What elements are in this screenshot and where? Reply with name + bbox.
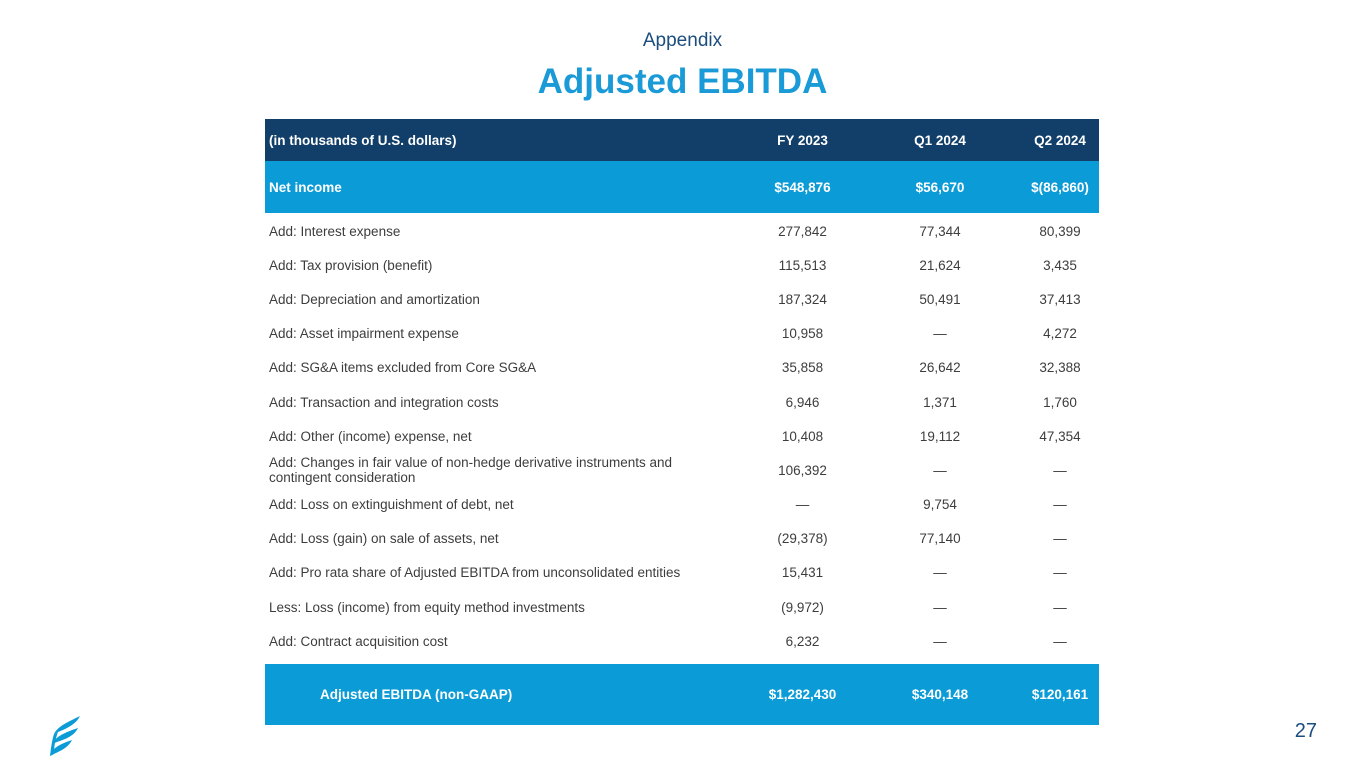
cell-q1-2024: 19,112 <box>919 428 961 444</box>
row-label: Add: Asset impairment expense <box>269 326 459 342</box>
row-label: Add: Tax provision (benefit) <box>269 257 433 273</box>
table-row <box>265 419 1099 453</box>
row-label: Add: Loss (gain) on sale of assets, net <box>269 531 499 547</box>
cell-q2-2024: 3,435 <box>1043 257 1077 273</box>
table-row <box>265 214 1099 248</box>
table-row <box>265 351 1099 385</box>
table-row <box>265 556 1099 590</box>
cell-q2-2024: — <box>1053 497 1067 513</box>
cell-fy2023: 277,842 <box>778 223 827 239</box>
cell-q2-2024: — <box>1053 565 1067 581</box>
ebitda-table <box>265 119 1099 725</box>
table-row <box>265 282 1099 316</box>
cell-q2-2024: 47,354 <box>1039 428 1081 444</box>
cell-q1-2024: 21,624 <box>919 257 961 273</box>
cell-fy2023: 15,431 <box>781 565 824 581</box>
row-label: Add: Contract acquisition cost <box>269 633 448 649</box>
cell-q2-2024: 4,272 <box>1043 326 1077 342</box>
cell-q1-2024: — <box>933 326 947 342</box>
flame-logo-icon <box>48 714 82 758</box>
page-title: Adjusted EBITDA <box>537 62 828 101</box>
cell-q1-2024: 26,642 <box>919 360 961 376</box>
header-fy2023: FY 2023 <box>777 132 828 148</box>
row-label: Add: Depreciation and amortization <box>269 291 480 307</box>
cell-q1-2024: — <box>933 599 947 615</box>
cell-q1-2024: — <box>933 462 947 478</box>
row-label: Add: Other (income) expense, net <box>269 428 472 444</box>
cell-fy2023: — <box>795 497 810 513</box>
table-row <box>265 488 1099 522</box>
cell-fy2023: 187,324 <box>778 291 827 307</box>
cell-fy2023: 35,858 <box>781 360 824 376</box>
table-row <box>265 317 1099 351</box>
row-label: Add: Interest expense <box>269 223 401 239</box>
cell-q2-2024: — <box>1053 633 1067 649</box>
table-row <box>265 522 1099 556</box>
cell-q1-2024: — <box>933 565 947 581</box>
page-number: 27 <box>1294 720 1317 742</box>
net-income-row <box>265 161 1099 213</box>
cell-q2-2024: — <box>1053 531 1067 547</box>
cell-fy2023: 115,513 <box>778 257 827 273</box>
cell-q2-2024: — <box>1053 599 1067 615</box>
cell-q2-2024: $(86,860) <box>1031 179 1089 195</box>
table-row <box>265 385 1099 419</box>
cell-fy2023: (9,972) <box>781 599 824 615</box>
cell-q2-2024: 1,760 <box>1043 394 1077 410</box>
cell-fy2023: 6,946 <box>785 394 820 410</box>
cell-fy2023: 106,392 <box>778 462 827 478</box>
cell-fy2023: (29,378) <box>777 531 828 547</box>
cell-q2-2024: 37,413 <box>1039 291 1081 307</box>
table-row <box>265 453 1099 487</box>
row-label: Net income <box>269 179 342 195</box>
cell-q1-2024: $340,148 <box>911 687 969 703</box>
cell-fy2023: 10,408 <box>781 428 824 444</box>
cell-q1-2024: 77,344 <box>919 223 961 239</box>
table-row <box>265 590 1099 624</box>
row-label: Add: Loss on extinguishment of debt, net <box>269 497 514 513</box>
cell-fy2023: $548,876 <box>774 179 831 195</box>
table-row <box>265 624 1099 658</box>
cell-q1-2024: 50,491 <box>919 291 961 307</box>
row-label: Less: Loss (income) from equity method investments <box>269 599 585 615</box>
header-units: (in thousands of U.S. dollars) <box>269 132 457 148</box>
cell-q2-2024: 32,388 <box>1039 360 1081 376</box>
adjusted-ebitda-total-row <box>265 664 1099 725</box>
row-label: Add: Pro rata share of Adjusted EBITDA from unconsolidated entities <box>269 565 681 581</box>
cell-q2-2024: 80,399 <box>1039 223 1081 239</box>
cell-q2-2024: — <box>1053 462 1067 478</box>
header-q2-2024: Q2 2024 <box>1034 132 1086 148</box>
cell-q1-2024: 77,140 <box>919 531 961 547</box>
table-header-row <box>265 119 1099 161</box>
cell-q2-2024: $120,161 <box>1031 687 1089 703</box>
row-label: Adjusted EBITDA (non-GAAP) <box>320 687 513 703</box>
row-label: Add: Transaction and integration costs <box>269 394 499 410</box>
row-label: Add: SG&A items excluded from Core SG&A <box>269 360 537 376</box>
cell-fy2023: 6,232 <box>785 633 820 649</box>
table-row <box>265 248 1099 282</box>
cell-fy2023: 10,958 <box>781 326 824 342</box>
cell-q1-2024: 1,371 <box>923 394 957 410</box>
row-label: Add: Changes in fair value of non-hedge derivative instruments and contingent consideration <box>269 455 672 486</box>
cell-q1-2024: $56,670 <box>915 179 965 195</box>
header-q1-2024: Q1 2024 <box>914 132 966 148</box>
cell-fy2023: $1,282,430 <box>768 687 837 703</box>
cell-q1-2024: 9,754 <box>923 497 957 513</box>
cell-q1-2024: — <box>933 633 947 649</box>
page-subtitle: Appendix <box>642 30 723 51</box>
